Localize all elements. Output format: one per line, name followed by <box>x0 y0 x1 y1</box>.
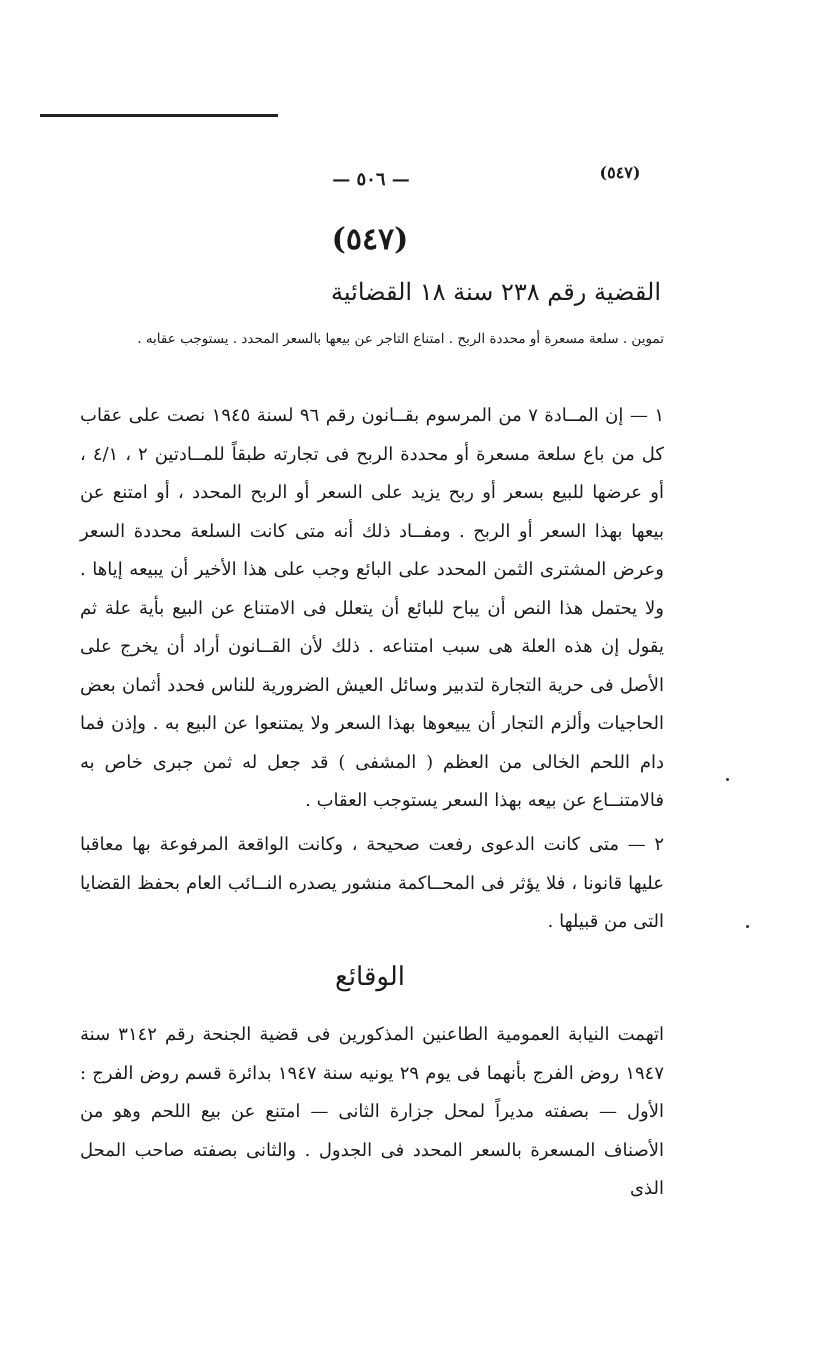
case-number-heading: (٥٤٧) <box>331 222 409 257</box>
header-rule <box>40 114 278 117</box>
case-reference-header: (٥٤٧) <box>599 163 641 182</box>
case-title: القضية رقم ٢٣٨ سنة ١٨ القضائية <box>331 278 661 306</box>
case-summary: تموين . سلعة مسعرة أو محددة الربح . امتناع التاجر عن بيعها بالسعر المحدد . يستوجب عقابه . <box>137 331 664 347</box>
facts-paragraph: اتهمت النيابة العمومية الطاعنين المذكورين فى قضية الجنحة رقم ٣١٤٢ سنة ١٩٤٧ روض الفرج بأنهما فى يوم ٢٩ يونيه سنة ١٩٤٧ بدائرة قسم روض الفرج : الأول — بصفته مديراً لمحل جزارة الثانى — امتنع عن بيع اللحم وهو من الأصناف المسعرة بالسعر المحدد فى الجدول . والثانى بصفته صاحب المحل الذى <box>80 1024 665 1199</box>
scan-speck <box>746 925 749 928</box>
principle-paragraph-2: ٢ — متى كانت الدعوى رفعت صحيحة ، وكانت الواقعة المرفوعة بها معاقبا عليها قانونا ، فلا يؤثر فى المحــاكمة منشور يصدره النــائب العام بحفظ القضايا التى من قبيلها . <box>80 834 664 932</box>
page-number: — ٥٠٦ — <box>332 169 410 190</box>
facts-heading: الوقائع <box>334 962 405 992</box>
scan-speck <box>726 778 729 781</box>
principle-paragraph-1: ١ — إن المــادة ٧ من المرسوم بقــانون رقم ٩٦ لسنة ١٩٤٥ نصت على عقاب كل من باع سلعة مسعرة أو محددة الربح فى تجارته طبقاً للمــادتين ٢ ، ٤/١ ، أو عرضها للبيع بسعر أو ربح يزيد على السعر أو الربح المحدد ، أو امتنع عن بيعها بهذا السعر أو الربح . ومفــاد ذلك أنه متى كانت السلعة محددة السعر وعرض المشترى الثمن المحدد على البائع وجب على هذا الأخير أن يبيعه إياها . ولا يحتمل هذا النص أن يباح للبائع أن يتعلل فى الامتناع عن البيع بأية علة ثم يقول إن هذه العلة هى سبب امتناعه . ذلك لأن القــانون أراد أن يخرج على الأصل فى حرية التجارة لتدبير وسائل العيش الضرورية للناس فحدد أثمان بعض الحاجيات وألزم التجار أن يبيعوها بهذا السعر ولا يمتنعوا عن البيع به . وإذن فما دام اللحم الخالى من العظم ( المشفى ) قد جعل له ثمن جبرى خاص به فالامتنــاع عن بيعه بهذا السعر يستوجب العقاب . <box>80 405 665 811</box>
